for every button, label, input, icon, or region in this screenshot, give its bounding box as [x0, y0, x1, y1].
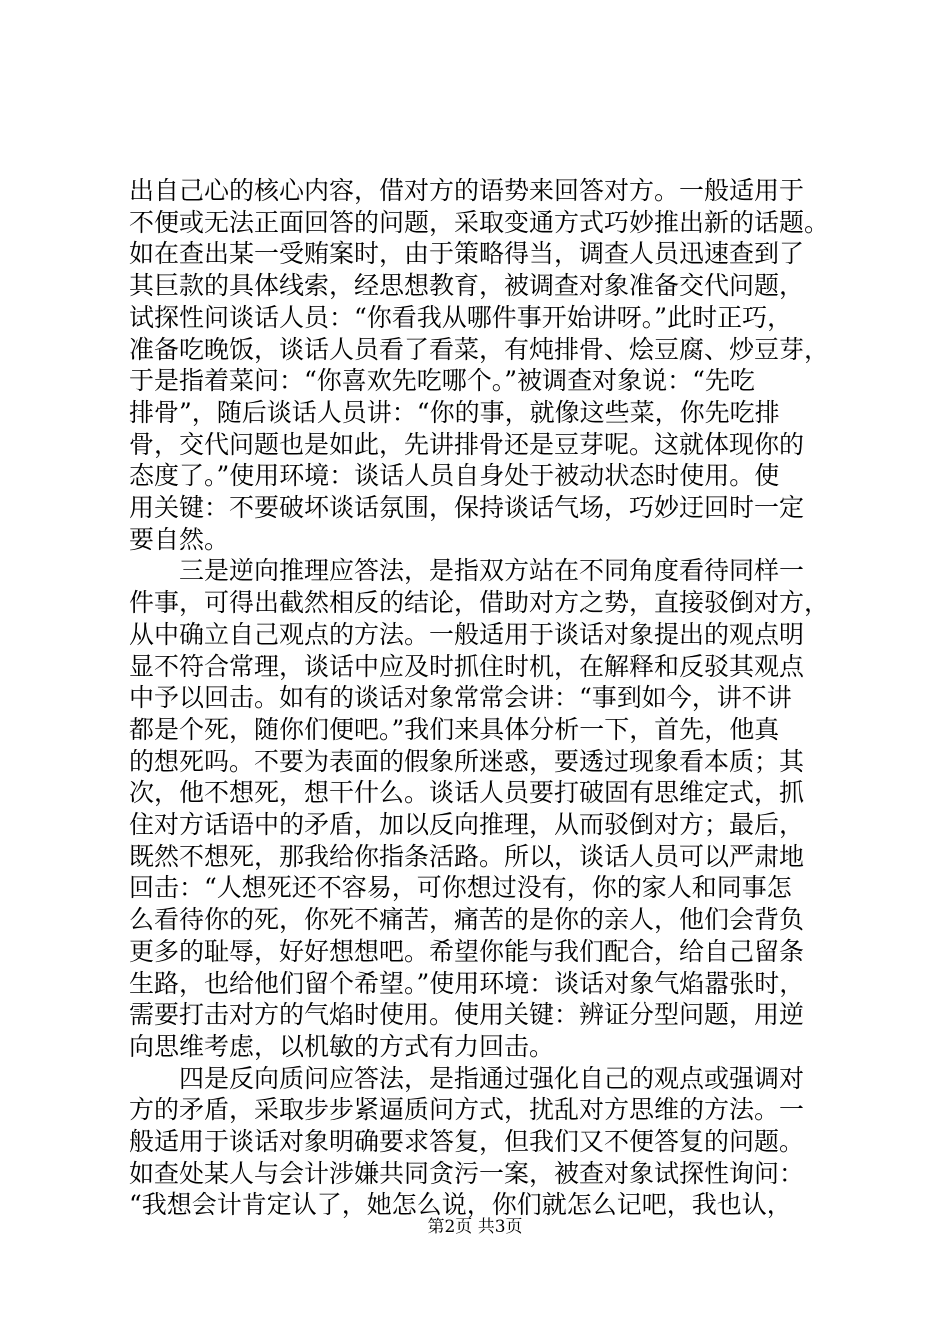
- text-line: 不便或无法正面回答的问题，采取变通方式巧妙推出新的话题。: [129, 207, 830, 237]
- text-line: 方的矛盾，采取步步紧逼质问方式，扰乱对方思维的方法。一: [129, 1095, 805, 1125]
- text-line: 中予以回击。如有的谈话对象常常会讲：“事到如今，讲不讲: [129, 683, 792, 713]
- text-line: 住对方话语中的矛盾，加以反向推理，从而驳倒对方；最后，: [129, 810, 805, 839]
- text-line: 出自己心的核心内容，借对方的语势来回答对方。一般适用于: [129, 176, 805, 205]
- text-line: 向思维考虑，以机敏的方式有力回击。: [129, 1031, 555, 1061]
- text-line: 从中确立自己观点的方法。一般适用于谈话对象提出的观点明: [129, 619, 805, 649]
- text-line: 的想死吗。不要为表面的假象所迷惑，要透过现象看本质；其: [129, 746, 805, 776]
- text-line: 态度了。”使用环境：谈话人员自身处于被动状态时使用。使: [129, 461, 780, 491]
- text-line: 既然不想死，那我给你指条活路。所以，谈话人员可以严肃地: [129, 841, 805, 871]
- text-line: 试探性问谈话人员：“你看我从哪件事开始讲呀。”此时正巧，: [129, 302, 793, 332]
- text-line: 用关键：不要破坏谈话氛围，保持谈话气场，巧妙迂回时一定: [129, 493, 805, 522]
- text-line: 排骨”，随后谈话人员讲：“你的事，就像这些菜，你先吃排: [129, 397, 780, 427]
- text-line: 更多的耻辱，好好想想吧。希望你能与我们配合，给自己留条: [129, 936, 805, 966]
- text-line: 三是逆向推理应答法，是指双方站在不同角度看待同样一: [129, 556, 805, 586]
- text-line: 其巨款的具体线索，经思想教育，被调查对象准备交代问题，: [129, 271, 805, 301]
- page-footer: 第2页 共3页: [427, 1217, 523, 1237]
- text-line: 需要打击对方的气焰时使用。使用关键：辨证分型问题，用逆: [129, 1000, 805, 1030]
- text-line: 要自然。: [129, 524, 230, 554]
- text-line: 准备吃晚饭，谈话人员看了看菜，有炖排骨、烩豆腐、炒豆芽，: [129, 334, 830, 364]
- text-line: 件事，可得出截然相反的结论，借助对方之势，直接驳倒对方，: [129, 588, 830, 618]
- text-line: 般适用于谈话对象明确要求答复，但我们又不便答复的问题。: [129, 1127, 805, 1156]
- text-line: 回击：“人想死还不容易，可你想过没有，你的家人和同事怎: [129, 873, 792, 903]
- text-line: 生路，也给他们留个希望。”使用环境：谈话对象气焰嚣张时，: [129, 968, 805, 998]
- text-line: 如在查出某一受贿案时，由于策略得当，调查人员迅速查到了: [129, 239, 805, 269]
- text-line: 次，他不想死，想干什么。谈话人员要打破固有思维定式，抓: [129, 778, 805, 808]
- text-line: 都是个死，随你们便吧。”我们来具体分析一下，首先，他真: [129, 714, 780, 744]
- text-line: 么看待你的死，你死不痛苦，痛苦的是你的亲人，他们会背负: [129, 905, 805, 935]
- text-line: 显不符合常理，谈话中应及时抓住时机，在解释和反驳其观点: [129, 651, 805, 681]
- text-line: 四是反向质问应答法，是指通过强化自己的观点或强调对: [129, 1063, 805, 1093]
- text-line: 于是指着菜问：“你喜欢先吃哪个。”被调查对象说：“先吃: [129, 366, 755, 396]
- text-line: “我想会计肯定认了，她怎么说，你们就怎么记吧，我也认，: [129, 1190, 792, 1220]
- text-line: 骨，交代问题也是如此，先讲排骨还是豆芽呢。这就体现你的: [129, 429, 805, 459]
- text-line: 如查处某人与会计涉嫌共同贪污一案，被查对象试探性询问：: [129, 1158, 805, 1188]
